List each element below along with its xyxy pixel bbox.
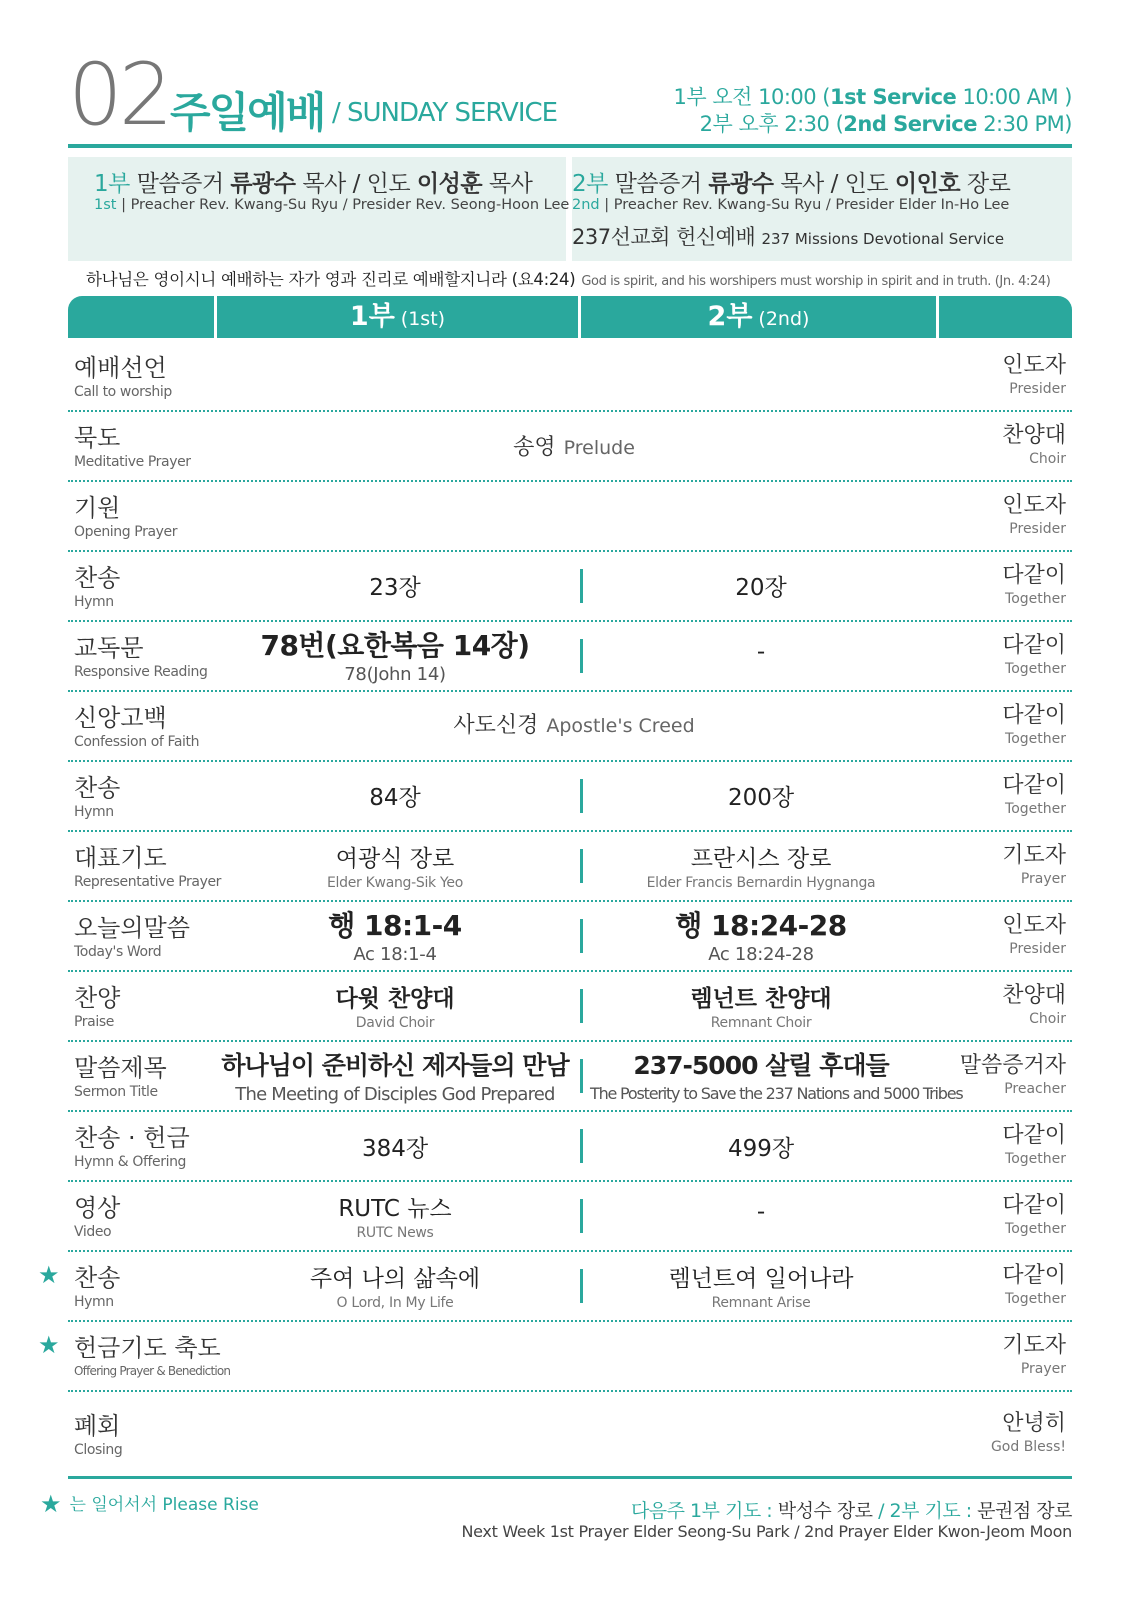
table-row: 영상 Video RUTC 뉴스 RUTC News - 다같이 Together — [68, 1180, 1072, 1252]
table-row: 찬송 Hymn 23장 20장 다같이 Together — [68, 550, 1072, 622]
title-english: / SUNDAY SERVICE — [332, 98, 558, 128]
table-row: 대표기도 Representative Prayer 여광식 장로 Elder Kwang-Sik Yeo 프란시스 장로 Elder Francis Bernardin Hygnanga 기도자 Prayer — [68, 830, 1072, 902]
section-number: 02 — [68, 45, 170, 145]
star-icon: ★ — [40, 1490, 62, 1518]
second-preacher-line: 2부 말씀증거 류광수 목사 / 인도 이인호 장로 — [572, 171, 1011, 197]
section-header — [68, 45, 1072, 148]
column-first-service: 1부 (1st) — [349, 301, 446, 332]
time-first: 1부 오전 10:00 (1st Service 10:00 AM ) — [673, 85, 1072, 109]
first-service-preacher-box — [68, 157, 570, 261]
table-row: ★ 찬송 Hymn 주여 나의 삶속에 O Lord, In My Life 렘넌트여 일어나라 Remnant Arise 다같이 Together — [68, 1250, 1072, 1322]
table-row: 신앙고백 Confession of Faith 사도신경 Apostle's Creed 다같이 Together — [68, 690, 1072, 762]
table-row: 말씀제목 Sermon Title 하나님이 준비하신 제자들의 만남 The Meeting of Disciples God Prepared 237-5000 살릴 후대들 The Posterity to Save the 237 Nations and 5000 Tribes 말씀증거자 Preacher — [68, 1040, 1072, 1112]
service-times — [674, 84, 1072, 138]
table-header-bar — [68, 296, 1072, 338]
footer-divider — [68, 1476, 1072, 1479]
devotional-service: 237선교회 헌신예배 237 Missions Devotional Service — [572, 225, 1005, 249]
time-second: 2부 오후 2:30 (2nd Service 2:30 PM) — [699, 112, 1072, 136]
table-row: 오늘의말씀 Today's Word 행 18:1-4 Ac 18:1-4 행 18:24-28 Ac 18:24-28 인도자 Presider — [68, 900, 1072, 972]
second-service-preacher-box — [572, 157, 1072, 261]
table-row: 교독문 Responsive Reading 78번(요한복음 14장) 78(John 14) - 다같이 Together — [68, 620, 1072, 692]
table-row: 기원 Opening Prayer 인도자 Presider — [68, 480, 1072, 552]
please-rise-star-icon: ★ — [38, 1261, 60, 1289]
second-preacher-line-en: 2nd | Preacher Rev. Kwang-Su Ryu / Presider Elder In-Ho Lee — [572, 197, 1010, 213]
table-row: 폐회 Closing 안녕히 God Bless! — [74, 1411, 1066, 1458]
table-row: 찬송 · 헌금 Hymn & Offering 384장 499장 다같이 Together — [68, 1110, 1072, 1182]
table-row: 찬양 Praise 다윗 찬양대 David Choir 렘넌트 찬양대 Remnant Choir 찬양대 Choir — [68, 970, 1072, 1042]
column-second-service: 2부 (2nd) — [707, 301, 810, 332]
table-row: 묵도 Meditative Prayer 송영 Prelude 찬양대 Choir — [68, 410, 1072, 482]
next-week-prayer-ko: 다음주 1부 기도 : 박성수 장로 / 2부 기도 : 문권점 장로 — [630, 1500, 1072, 1522]
first-preacher-line-en: 1st | Preacher Rev. Kwang-Su Ryu / Presider Rev. Seong-Hoon Lee — [94, 197, 570, 213]
table-row: 예배선언 Call to worship 인도자 Presider — [68, 340, 1072, 412]
table-row: ★ 헌금기도 축도 Offering Prayer & Benediction 기도자 Prayer — [68, 1320, 1072, 1392]
title-korean: 주일예배 — [170, 88, 325, 137]
please-rise-star-icon: ★ — [38, 1331, 60, 1359]
first-preacher-line: 1부 말씀증거 류광수 목사 / 인도 이성훈 목사 — [94, 171, 533, 197]
please-rise-note: ★ 는 일어서서 Please Rise — [40, 1490, 259, 1518]
table-row: 찬송 Hymn 84장 200장 다같이 Together — [68, 760, 1072, 832]
scripture-verse: 하나님은 영이시니 예배하는 자가 영과 진리로 예배할지니라 (요4:24) God is spirit, and his worshipers must worship in spirit and in truth. (Jn. 4:24) — [86, 270, 1051, 289]
next-week-prayer-en: Next Week 1st Prayer Elder Seong-Su Park / 2nd Prayer Elder Kwon-Jeom Moon — [461, 1522, 1072, 1541]
